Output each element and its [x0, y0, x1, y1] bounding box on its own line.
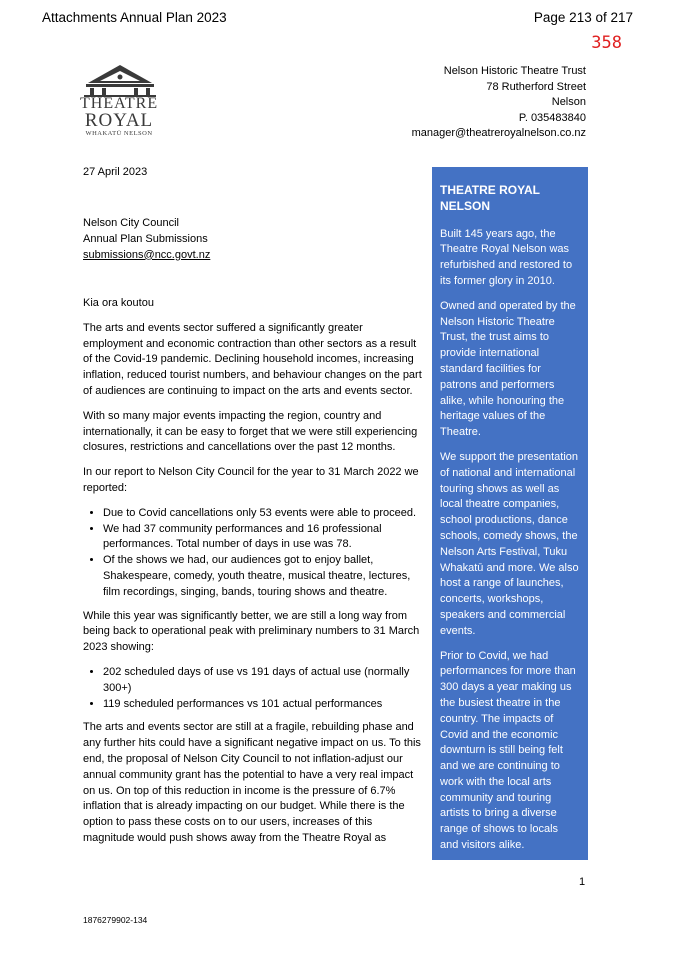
paragraph: While this year was significantly better, we are still a long way from being back to operational peak with preliminary numbers to 31 March 2023 showing:	[83, 609, 420, 654]
letter-date: 27 April 2023	[83, 166, 148, 178]
address-org: Nelson Historic Theatre Trust	[443, 65, 586, 77]
sidebar-paragraph: Built 145 years ago, the Theatre Royal Nelson was refurbished and restored to its former glory in 2010.	[440, 227, 573, 287]
header-page-count: Page 213 of 217	[533, 10, 633, 25]
header-left-title: Attachments Annual Plan 2023	[42, 10, 227, 25]
address-city: Nelson	[551, 96, 586, 109]
bullet-list	[83, 665, 425, 712]
sidebar-title: THEATRE ROYAL NELSON	[440, 183, 540, 213]
sender-address	[412, 64, 586, 142]
folio-number: 1	[579, 876, 586, 888]
document-id: 1876279902-134	[83, 915, 148, 925]
sidebar-paragraph: Owned and operated by the Nelson Historic Theatre Trust, the trust aims to provide international standard facilities for patrons and performers alike, while honouring the heritage values of the Theatre.	[440, 299, 576, 439]
greeting: Kia ora koutou	[83, 297, 154, 309]
handwritten-page-number: 358	[591, 33, 622, 53]
list-item: • Of the shows we had, our audiences got to enjoy ballet, Shakespeare, comedy, youth theatre, musical theatre, lectures, film recordings, singing, bands, touring shows and theatre.	[103, 553, 425, 600]
address-email[interactable]: manager@theatreroyalnelson.co.nz	[411, 127, 586, 140]
sidebar-paragraph: We support the presentation of national and international touring shows as well as local theatre companies, school productions, dance schools, comedy shows, the Nelson Arts Festival, Tuku Whakatū and more. We also host a range of launches, concerts, workshops, speakers and commercial events.	[440, 450, 579, 637]
logo-word-royal: ROYAL	[84, 110, 154, 131]
recipient-email-link[interactable]: submissions@ncc.govt.nz	[83, 248, 211, 261]
list-item: • 119 scheduled performances vs 101 actual performances	[103, 697, 425, 713]
logo-tagline: WHAKATŪ NELSON	[85, 130, 153, 137]
recipient-line: Annual Plan Submissions	[83, 232, 208, 245]
address-phone: P. 035483840	[518, 111, 586, 124]
recipient-block	[83, 216, 210, 263]
list-item: • We had 37 community performances and 16 professional performances. Total number of days in use was 78.	[103, 522, 425, 554]
paragraph: With so many major events impacting the region, country and internationally, it can be easy to forget that we were still experiencing closures, restrictions and cancellations over the past 12 months.	[83, 409, 418, 454]
address-street: 78 Rutherford Street	[486, 80, 586, 93]
paragraph: In our report to Nelson City Council for the year to 31 March 2022 we reported:	[83, 466, 419, 494]
logo-word-theatre: THEATRE	[80, 95, 159, 112]
letter-body	[83, 296, 425, 856]
theatre-building-icon	[80, 63, 160, 97]
bullet-list	[83, 506, 425, 601]
info-sidebar	[432, 167, 588, 860]
list-item: • Due to Covid cancellations only 53 events were able to proceed.	[103, 506, 425, 522]
paragraph: The arts and events sector are still at a fragile, rebuilding phase and any further hits could have a significant negative impact on us. To this end, the proposal of Nelson City Council to not inflation-adjust our annual community grant has the potential to have a very real impact on us. On top of this reduction in income is the pressure of 6.7% inflation that is already impacting on our budget. While there is the option to pass these costs on to our users, increases of this magnitude would push shows away from the Theatre Royal as	[83, 721, 421, 844]
paragraph: The arts and events sector suffered a significantly greater employment and economic contraction than other sectors as a result of the Covid-19 pandemic. Declining household incomes, increasing inflation, reduced tourist numbers, and behaviour changes on the part of audiences are continuing to impact on the arts and events sector.	[83, 321, 422, 397]
list-item: • 202 scheduled days of use vs 191 days of actual use (normally 300+)	[103, 665, 425, 697]
sidebar-paragraph: Prior to Covid, we had performances for more than 300 days a year making us the busiest theatre in the country. The impacts of Covid and the economic downturn is still being felt and we are continuing to work with the local arts community and touring artists to bring a diverse range of shows to locals and visitors alike.	[440, 649, 576, 852]
recipient-line: Nelson City Council	[83, 217, 179, 229]
theatre-royal-logo	[80, 63, 160, 143]
